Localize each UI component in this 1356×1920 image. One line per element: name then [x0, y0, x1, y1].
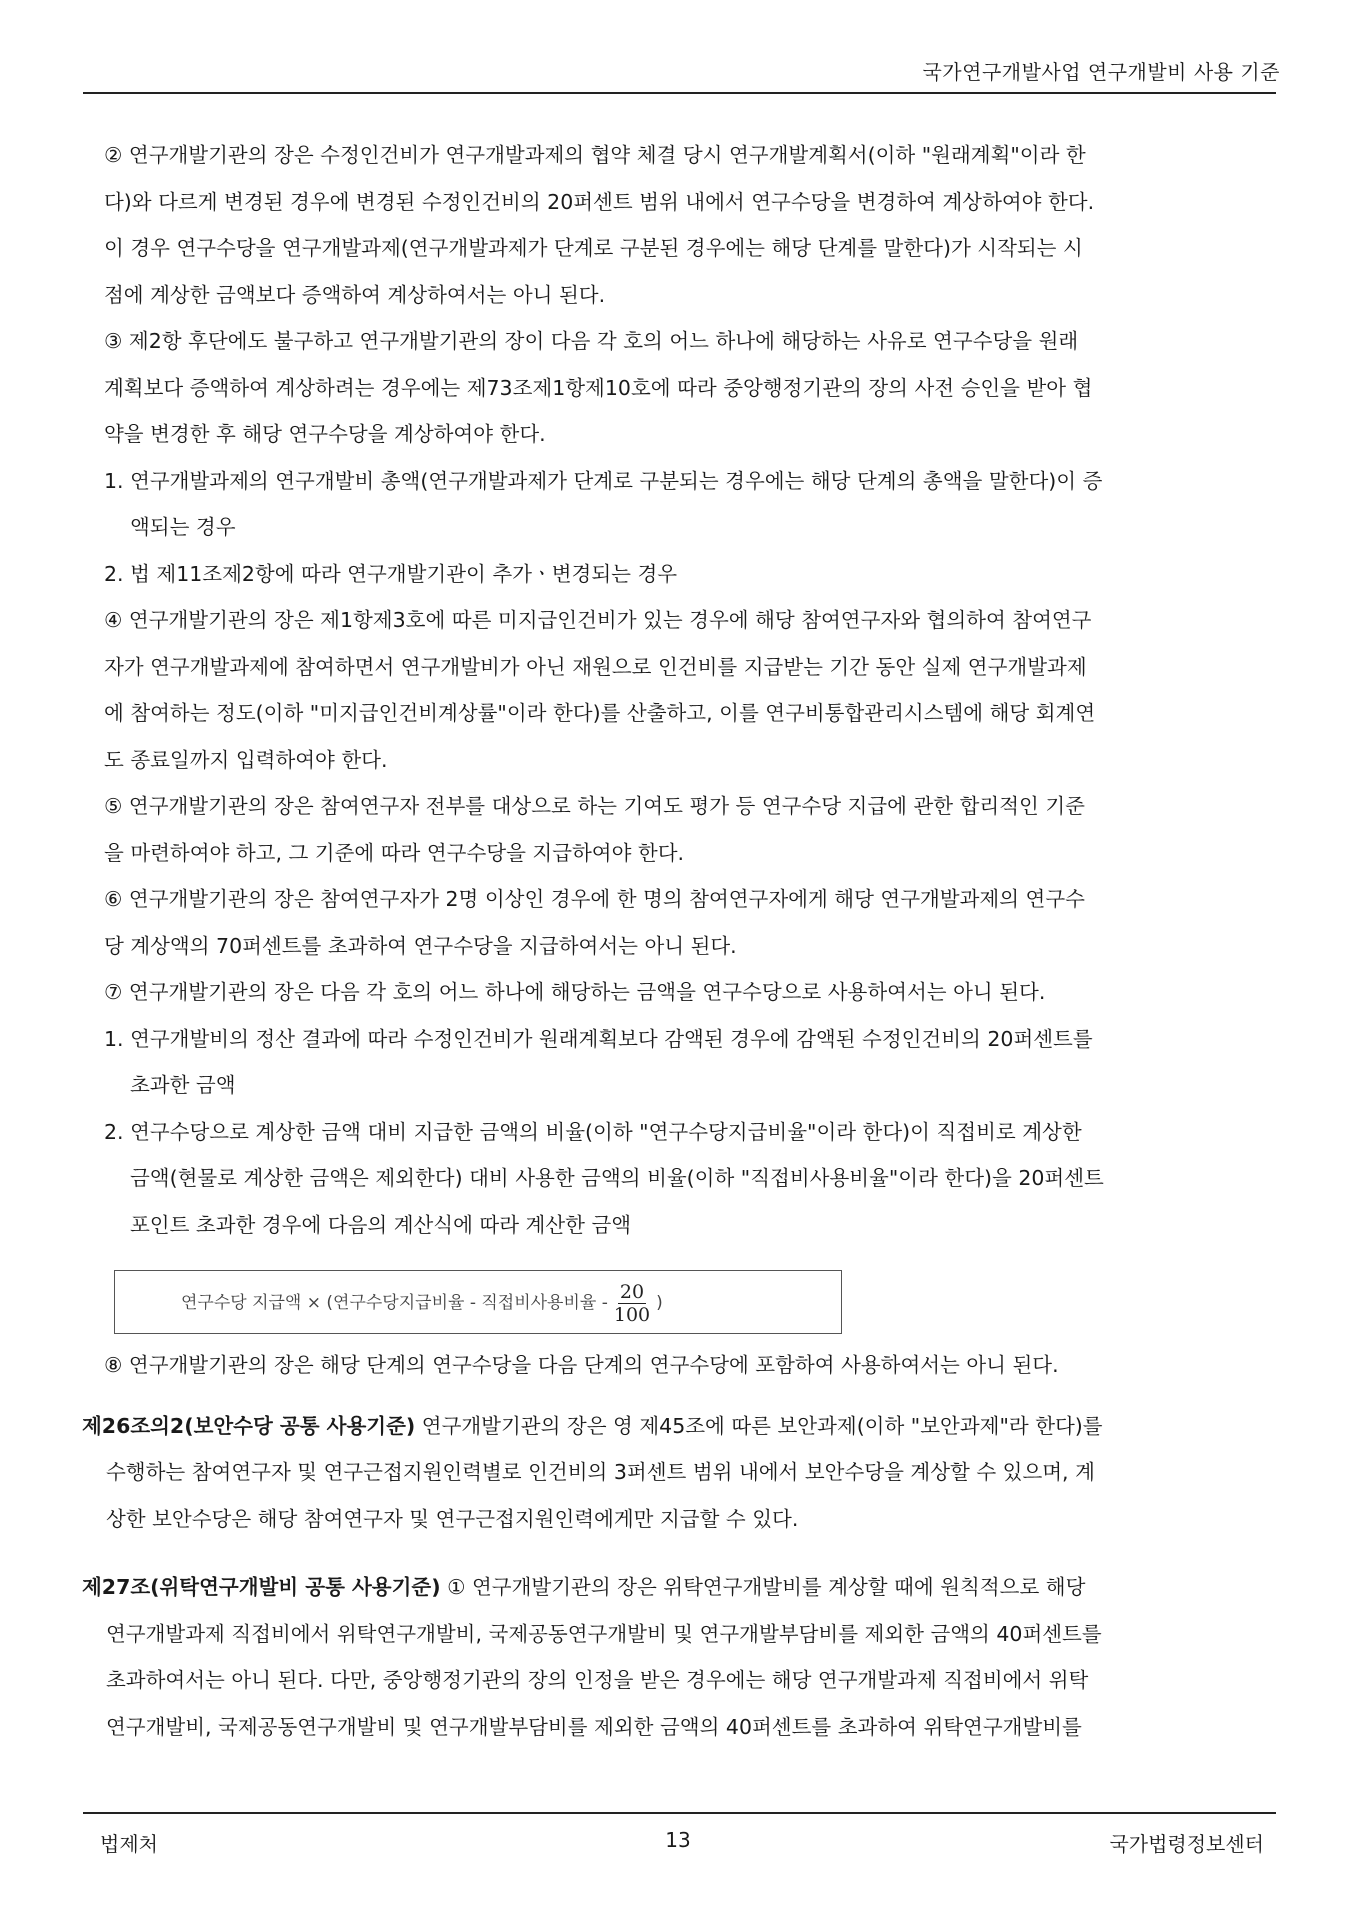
- article-heading: 제26조의2(보안수당 공통 사용기준): [82, 1413, 416, 1438]
- formula-text: 연구수당 지급액 × (연구수당지급비율 - 직접비사용비율 -: [181, 1292, 608, 1313]
- footer-publisher: 법제처: [100, 1832, 158, 1856]
- text-line: 점에 계상한 금액보다 증액하여 계상하여서는 아니 된다.: [104, 282, 606, 307]
- formula-close: ): [656, 1292, 663, 1313]
- text-line: 초과한 금액: [130, 1073, 236, 1097]
- text-line: 금액(현물로 계상한 금액은 제외한다) 대비 사용한 금액의 비율(이하 "직접비사용비율"이라 한다)을 20퍼센트: [130, 1166, 1104, 1190]
- article-heading: 제27조(위탁연구개발비 공통 사용기준): [82, 1575, 441, 1599]
- article-text: ① 연구개발기관의 장은 위탁연구개발비를 계상할 때에 원칙적으로 해당: [440, 1575, 1086, 1599]
- paragraph-5: [104, 783, 1276, 876]
- text-line: ③ 제2항 후단에도 불구하고 연구개발기관의 장이 다음 각 호의 어느 하나에 해당하는 사유로 연구수당을 원래: [104, 329, 1079, 353]
- text-line: [82, 1564, 1276, 1611]
- paragraph-3: [104, 318, 1276, 458]
- formula-expression: [181, 1271, 663, 1335]
- page-number: 13: [665, 1828, 691, 1852]
- text-line: [82, 1403, 1276, 1450]
- article-26-2: [82, 1403, 1276, 1543]
- text-line: 연구개발비, 국제공동연구개발비 및 연구개발부담비를 제외한 금액의 40퍼센트를 초과하여 위탁연구개발비를: [106, 1714, 1082, 1739]
- formula-fraction: [614, 1281, 650, 1326]
- footer-divider: [83, 1812, 1276, 1814]
- paragraph-7-item-2: [104, 1109, 1276, 1249]
- text-line: ④ 연구개발기관의 장은 제1항제3호에 따른 미지급인건비가 있는 경우에 해당 참여연구자와 협의하여 참여연구: [104, 608, 1092, 632]
- text-line: ② 연구개발기관의 장은 수정인건비가 연구개발과제의 협약 체결 당시 연구개발계획서(이하 "원래계획"이라 한: [104, 143, 1086, 167]
- text-line: 다)와 다르게 변경된 경우에 변경된 수정인건비의 20퍼센트 범위 내에서 연구수당을 변경하여 계상하여야 한다.: [104, 189, 1095, 214]
- text-line: 포인트 초과한 경우에 다음의 계산식에 따라 계산한 금액: [130, 1212, 632, 1237]
- text-line: 이 경우 연구수당을 연구개발과제(연구개발과제가 단계로 구분된 경우에는 해당 단계를 말한다)가 시작되는 시: [104, 236, 1083, 260]
- text-line: 당 계상액의 70퍼센트를 초과하여 연구수당을 지급하여서는 아니 된다.: [104, 933, 737, 958]
- article-text: 연구개발기관의 장은 영 제45조에 따른 보안과제(이하 "보안과제"라 한다)를: [415, 1413, 1103, 1438]
- text-line: 수행하는 참여연구자 및 연구근접지원인력별로 인건비의 3퍼센트 범위 내에서 보안수당을 계상할 수 있으며, 계: [106, 1460, 1095, 1484]
- text-line: ⑥ 연구개발기관의 장은 참여연구자가 2명 이상인 경우에 한 명의 참여연구자에게 해당 연구개발과제의 연구수: [104, 887, 1085, 911]
- text-line: 을 마련하여야 하고, 그 기준에 따라 연구수당을 지급하여야 한다.: [104, 840, 685, 865]
- paragraph-8: [104, 1342, 1276, 1389]
- text-line: ⑦ 연구개발기관의 장은 다음 각 호의 어느 하나에 해당하는 금액을 연구수당으로 사용하여서는 아니 된다.: [104, 980, 1046, 1004]
- paragraph-3-item-2: [104, 551, 1276, 598]
- article-27: [82, 1564, 1276, 1750]
- footer-source: 국가법령정보센터: [1109, 1832, 1264, 1856]
- text-line: 상한 보안수당은 해당 참여연구자 및 연구근접지원인력에게만 지급할 수 있다.: [106, 1506, 799, 1531]
- text-line: 1. 연구개발비의 정산 결과에 따라 수정인건비가 원래계획보다 감액된 경우에 감액된 수정인건비의 20퍼센트를: [104, 1026, 1093, 1051]
- fraction-numerator: 20: [619, 1280, 645, 1303]
- fraction-denominator: 100: [613, 1303, 651, 1326]
- text-line: 1. 연구개발과제의 연구개발비 총액(연구개발과제가 단계로 구분되는 경우에는 해당 단계의 총액을 말한다)이 증: [104, 468, 1103, 493]
- text-line: 초과하여서는 아니 된다. 다만, 중앙행정기관의 장의 인정을 받은 경우에는 해당 연구개발과제 직접비에서 위탁: [106, 1668, 1089, 1692]
- document-body: [82, 132, 1276, 1750]
- text-line: 도 종료일까지 입력하여야 한다.: [104, 747, 388, 772]
- header-divider: [83, 92, 1276, 94]
- text-line: 에 참여하는 정도(이하 "미지급인건비계상률"이라 한다)를 산출하고, 이를 연구비통합관리시스템에 해당 회계연: [104, 701, 1096, 725]
- text-line: 2. 법 제11조제2항에 따라 연구개발기관이 추가ㆍ변경되는 경우: [104, 561, 678, 586]
- paragraph-6: [104, 876, 1276, 969]
- paragraph-3-item-1: [104, 458, 1276, 551]
- text-line: 계획보다 증액하여 계상하려는 경우에는 제73조제1항제10호에 따라 중앙행정기관의 장의 사전 승인을 받아 협: [104, 375, 1093, 400]
- text-line: 연구개발과제 직접비에서 위탁연구개발비, 국제공동연구개발비 및 연구개발부담비를 제외한 금액의 40퍼센트를: [106, 1621, 1102, 1646]
- text-line: 약을 변경한 후 해당 연구수당을 계상하여야 한다.: [104, 422, 546, 446]
- formula-box: [114, 1270, 842, 1334]
- paragraph-4: [104, 597, 1276, 783]
- running-header: 국가연구개발사업 연구개발비 사용 기준: [922, 60, 1280, 84]
- text-line: 2. 연구수당으로 계상한 금액 대비 지급한 금액의 비율(이하 "연구수당지급비율"이라 한다)이 직접비로 계상한: [104, 1119, 1082, 1144]
- text-line: ⑤ 연구개발기관의 장은 참여연구자 전부를 대상으로 하는 기여도 평가 등 연구수당 지급에 관한 합리적인 기준: [104, 794, 1085, 818]
- text-line: 자가 연구개발과제에 참여하면서 연구개발비가 아닌 재원으로 인건비를 지급받는 기간 동안 실제 연구개발과제: [104, 654, 1087, 679]
- paragraph-7: [104, 969, 1276, 1016]
- text-line: 액되는 경우: [130, 515, 236, 539]
- paragraph-2: [104, 132, 1276, 318]
- paragraph-7-item-1: [104, 1016, 1276, 1109]
- text-line: ⑧ 연구개발기관의 장은 해당 단계의 연구수당을 다음 단계의 연구수당에 포함하여 사용하여서는 아니 된다.: [104, 1353, 1059, 1377]
